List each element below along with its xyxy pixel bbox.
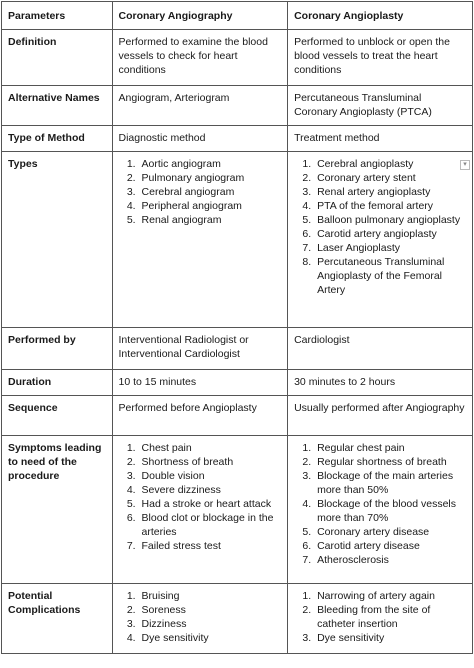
angiography-cell: 10 to 15 minutes bbox=[112, 370, 288, 396]
list-item: 6. Carotid artery disease bbox=[314, 539, 466, 553]
angiography-cell: Interventional Radiologist or Interventional Cardiologist bbox=[112, 328, 288, 370]
row-sequence bbox=[2, 396, 473, 436]
angioplasty-cell: Cardiologist bbox=[288, 328, 473, 370]
angiography-cell: Performed before Angioplasty bbox=[112, 396, 288, 436]
list-item: 1. Regular chest pain bbox=[314, 441, 466, 455]
param-label: Type of Method bbox=[2, 126, 113, 152]
list-item: 2. Coronary artery stent bbox=[314, 171, 466, 185]
header-angiography: Coronary Angiography bbox=[112, 2, 288, 30]
list-item: 3. Dizziness bbox=[139, 617, 282, 631]
angiography-cell bbox=[112, 152, 288, 328]
angioplasty-cell: Usually performed after Angiography bbox=[288, 396, 473, 436]
angiography-cell: Angiogram, Arteriogram bbox=[112, 86, 288, 126]
param-label: Definition bbox=[2, 30, 113, 86]
angioplasty-cell bbox=[288, 152, 473, 328]
angioplasty-symptoms-list bbox=[294, 441, 466, 567]
angiography-cell: Diagnostic method bbox=[112, 126, 288, 152]
list-item: 8. Percutaneous Transluminal Angioplasty of the Femoral Artery bbox=[314, 255, 466, 297]
list-item: 1. Cerebral angioplasty bbox=[314, 157, 466, 171]
list-item: 4. Blockage of the blood vessels more than 70% bbox=[314, 497, 466, 525]
param-label: Alternative Names bbox=[2, 86, 113, 126]
list-item: 4. Severe dizziness bbox=[139, 483, 282, 497]
table-header-row bbox=[2, 2, 473, 30]
row-duration bbox=[2, 370, 473, 396]
list-item: 2. Pulmonary angiogram bbox=[139, 171, 282, 185]
angiography-symptoms-list bbox=[119, 441, 282, 553]
angioplasty-complications-list bbox=[294, 589, 466, 645]
row-complications bbox=[2, 584, 473, 654]
list-item: 4. PTA of the femoral artery bbox=[314, 199, 466, 213]
list-item: 3. Dye sensitivity bbox=[314, 631, 466, 645]
list-item: 5. Balloon pulmonary angioplasty bbox=[314, 213, 466, 227]
list-item: 1. Aortic angiogram bbox=[139, 157, 282, 171]
list-item: 5. Coronary artery disease bbox=[314, 525, 466, 539]
list-item: 5. Renal angiogram bbox=[139, 213, 282, 227]
list-item: 1. Bruising bbox=[139, 589, 282, 603]
list-item: 4. Dye sensitivity bbox=[139, 631, 282, 645]
list-item: 2. Soreness bbox=[139, 603, 282, 617]
param-label: Potential Complications bbox=[2, 584, 113, 654]
list-item: 3. Double vision bbox=[139, 469, 282, 483]
angioplasty-cell bbox=[288, 436, 473, 584]
row-definition bbox=[2, 30, 473, 86]
angioplasty-types-list bbox=[294, 157, 466, 297]
row-alternative-names bbox=[2, 86, 473, 126]
param-label: Symptoms leading to need of the procedure bbox=[2, 436, 113, 584]
list-item: 7. Atherosclerosis bbox=[314, 553, 466, 567]
angioplasty-cell bbox=[288, 584, 473, 654]
list-item: 3. Cerebral angiogram bbox=[139, 185, 282, 199]
list-item: 2. Bleeding from the site of catheter insertion bbox=[314, 603, 466, 631]
list-item: 6. Carotid artery angioplasty bbox=[314, 227, 466, 241]
list-item: 3. Renal artery angioplasty bbox=[314, 185, 466, 199]
list-item: 3. Blockage of the main arteries more than 50% bbox=[314, 469, 466, 497]
angioplasty-cell: Treatment method bbox=[288, 126, 473, 152]
angiography-cell: Performed to examine the blood vessels to check for heart conditions bbox=[112, 30, 288, 86]
param-label: Types bbox=[2, 152, 113, 328]
chevron-down-icon[interactable]: ▾ bbox=[460, 160, 470, 170]
list-item: 1. Narrowing of artery again bbox=[314, 589, 466, 603]
header-parameters: Parameters bbox=[2, 2, 113, 30]
list-item: 6. Blood clot or blockage in the arteries bbox=[139, 511, 282, 539]
angiography-cell bbox=[112, 436, 288, 584]
angiography-cell bbox=[112, 584, 288, 654]
param-label: Duration bbox=[2, 370, 113, 396]
row-types bbox=[2, 152, 473, 328]
angioplasty-cell: Percutaneous Transluminal Coronary Angioplasty (PTCA) bbox=[288, 86, 473, 126]
param-label: Sequence bbox=[2, 396, 113, 436]
row-symptoms bbox=[2, 436, 473, 584]
list-item: 4. Peripheral angiogram bbox=[139, 199, 282, 213]
comparison-table bbox=[1, 1, 473, 654]
angioplasty-cell: 30 minutes to 2 hours bbox=[288, 370, 473, 396]
list-item: 5. Had a stroke or heart attack bbox=[139, 497, 282, 511]
angiography-complications-list bbox=[119, 589, 282, 645]
row-performed-by bbox=[2, 328, 473, 370]
list-item: 2. Shortness of breath bbox=[139, 455, 282, 469]
list-item: 7. Failed stress test bbox=[139, 539, 282, 553]
row-type-of-method bbox=[2, 126, 473, 152]
list-item: 7. Laser Angioplasty bbox=[314, 241, 466, 255]
list-item: 2. Regular shortness of breath bbox=[314, 455, 466, 469]
param-label: Performed by bbox=[2, 328, 113, 370]
header-angioplasty: Coronary Angioplasty bbox=[288, 2, 473, 30]
angioplasty-cell: Performed to unblock or open the blood vessels to treat the heart conditions bbox=[288, 30, 473, 86]
list-item: 1. Chest pain bbox=[139, 441, 282, 455]
angiography-types-list bbox=[119, 157, 282, 227]
